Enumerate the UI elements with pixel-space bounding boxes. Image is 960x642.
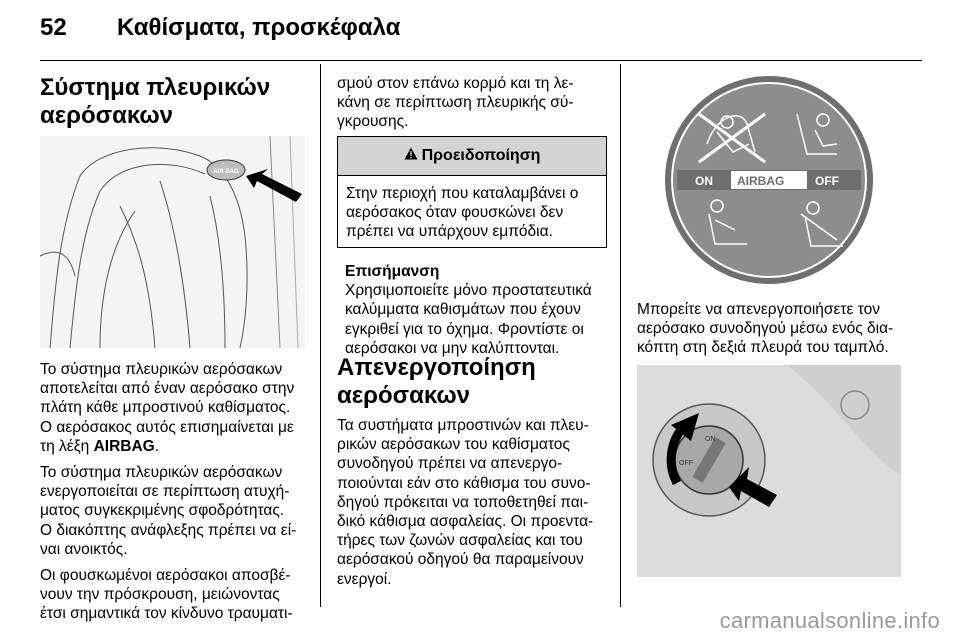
- paragraph-intro: Το σύστημα πλευρικών αερόσακων αποτελείται από έναν αερόσακο στην πλάτη κάθε μπροστινού καθίσματος. Ο αερόσακος αυτός επισημαίνεται με τη λέξη AIRBAG.: [40, 361, 295, 455]
- page-number: 52: [40, 14, 67, 41]
- column-2: [337, 74, 612, 132]
- heading-deactivation: Απενεργοποίηση αερόσακων: [337, 354, 536, 409]
- header-rule: [40, 60, 922, 61]
- column-3-text: [637, 300, 927, 358]
- label-airbag: AIRBAG: [737, 174, 785, 188]
- label-off: OFF: [815, 174, 839, 188]
- paragraph-continued: σμού στον επάνω κορμό και τη λε- κάνη σε περίπτωση πλευρικής σύ- γκρουσης.: [337, 75, 574, 131]
- column-divider-left: [320, 64, 321, 607]
- watermark: carmanualsonline.info: [719, 608, 940, 633]
- paragraph-effect: Οι φουσκωμένοι αερόσακοι αποσβέ- νουν την πρόσκρουση, μειώνοντας έτσι σημαντικά τον κίνδυνο τραυματι-: [40, 567, 293, 623]
- heading-side-airbag: Σύστημα πλευρικών αερόσακων: [40, 74, 271, 129]
- note-title: Επισήμανση: [345, 263, 440, 280]
- note-block: [345, 262, 615, 358]
- warning-title: Προειδοποίηση: [421, 147, 541, 164]
- airbag-badge: [207, 160, 245, 180]
- seat-airbag-illustration: [40, 136, 305, 348]
- column-divider-right: [620, 64, 621, 607]
- switch-label-off: OFF: [679, 460, 693, 467]
- warning-text: Στην περιοχή που καταλαμβάνει ο αερόσακος όταν φουσκώνει δεν πρέπει να υπάρχουν εμπόδια.: [346, 185, 579, 241]
- paragraph-deactivation: Τα συστήματα μπροστινών και πλευ- ρικών αερόσακων του καθίσματος συνοδηγού πρέπει να απενεργο- ποιούνται εάν στο κάθισμα του συνο- δηγού πρόκειται να τοποθετηθεί παι- δικό κάθισμα ασφαλείας. Οι προεντα- τήρες των ζωνών ασφαλείας και του αερόσακού οδηγού θα παραμείνουν ενεργοί.: [337, 417, 594, 588]
- airbag-label-illustration: [637, 74, 901, 286]
- airbag-term: AIRBAG: [93, 437, 155, 455]
- warning-box: [337, 136, 607, 248]
- note-text: Χρησιμοποιείτε μόνο προστατευτικά καλύμματα καθισμάτων που έχουν εγκριθεί για το όχημα. Φροντίστε οι αερόσακοι να μην καλύπτονται.: [345, 282, 592, 357]
- switch-label-on: ON: [705, 436, 716, 443]
- switch-illustration: [637, 365, 901, 577]
- svg-text:AIR BAG: AIR BAG: [213, 169, 239, 175]
- section-title: Καθίσματα, προσκέφαλα: [117, 14, 401, 41]
- warning-header: [338, 137, 606, 176]
- deactivation-section: [337, 354, 615, 589]
- paragraph-switch: Μπορείτε να απενεργοποιήσετε τον αερόσακο συνοδηγού μέσω ενός δια- κόπτη στη δεξιά πλευρά του ταμπλό.: [637, 301, 894, 357]
- label-on: ON: [695, 174, 713, 188]
- paragraph-activation: Το σύστημα πλευρικών αερόσακων ενεργοποιείται σε περίπτωση ατυχή- ματος συγκεκριμένης σφοδρότητας. Ο διακόπτης ανάφλεξης πρέπει να εί- ναι ανοικτός.: [40, 464, 297, 558]
- warning-icon: [404, 147, 418, 165]
- column-1-text: [40, 360, 315, 624]
- column-1: [40, 74, 308, 130]
